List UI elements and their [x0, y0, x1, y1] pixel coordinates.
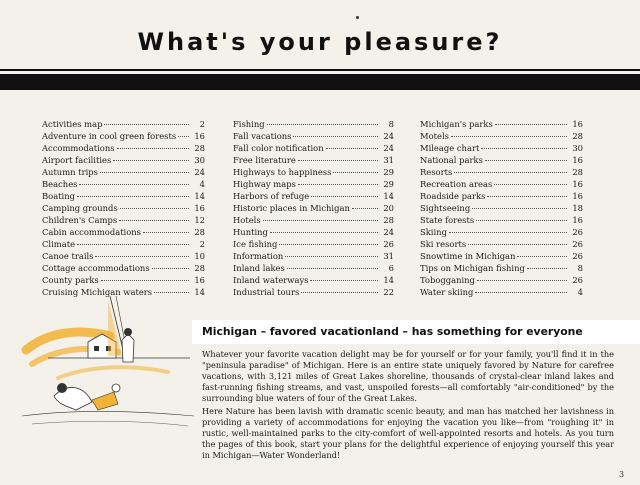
- index-entry: [233, 262, 394, 274]
- index-leader-dots: [298, 183, 378, 185]
- index-entry-label: Airport facilities: [42, 155, 112, 165]
- index-entry: [420, 262, 583, 274]
- index-entry-label: National parks: [420, 155, 483, 165]
- index-entry-page: 24: [383, 143, 394, 153]
- index-entry-label: Free literature: [233, 155, 296, 165]
- index-entry-label: Camping grounds: [42, 203, 118, 213]
- index-entry: [42, 118, 205, 130]
- index-entry-page: 2: [199, 119, 205, 129]
- article-heading: Michigan – favored vacationland – has something for everyone: [202, 325, 583, 338]
- index-entry-page: 16: [572, 191, 583, 201]
- index-leader-dots: [152, 267, 189, 269]
- index-entry-label: Industrial tours: [233, 287, 300, 297]
- index-entry-label: Inland lakes: [233, 263, 285, 273]
- index-leader-dots: [287, 267, 378, 269]
- index-entry: [42, 250, 205, 262]
- index-entry-label: Boating: [42, 191, 75, 201]
- index-entry-label: County parks: [42, 275, 99, 285]
- index-leader-dots: [298, 159, 378, 161]
- index-leader-dots: [270, 231, 378, 233]
- index-entry-label: Historic places in Michigan: [233, 203, 350, 213]
- index-entry: [420, 166, 583, 178]
- index-entry-page: 29: [383, 179, 394, 189]
- index-entry: [42, 178, 205, 190]
- index-leader-dots: [477, 279, 567, 281]
- index-entry: [42, 226, 205, 238]
- index-entry: [233, 142, 394, 154]
- index-entry-label: Snowtime in Michigan: [420, 251, 516, 261]
- index-entry-page: 14: [383, 191, 394, 201]
- index-entry-page: 31: [383, 155, 394, 165]
- index-entry-label: Ice fishing: [233, 239, 278, 249]
- family-at-the-lake-illustration: [18, 292, 196, 438]
- index-entry: [233, 166, 394, 178]
- index-entry: [420, 250, 583, 262]
- index-entry: [420, 142, 583, 154]
- article-paragraph-2: Here Nature has been lavish with dramatic scenic beauty, and man has matched her lavishness in providing a variety of accommodations for enjoying the vacation you like—from "roughing it" in rustic, well-maintained parks to the city-comfort of well-appointed resorts and hotels. As you turn the pages of this book, start your plans for the delightful experience of enjoying yourself this year in Michigan—Water Wonderland!: [202, 406, 614, 460]
- index-entry: [42, 238, 205, 250]
- index-entry: [233, 250, 394, 262]
- index-entry: [420, 202, 583, 214]
- index-entry: [233, 178, 394, 190]
- index-entry: [233, 202, 394, 214]
- index-leader-dots: [481, 147, 567, 149]
- index-entry-page: 26: [572, 239, 583, 249]
- index-entry-page: 29: [383, 167, 394, 177]
- index-column-3: [420, 118, 583, 298]
- index-entry: [420, 190, 583, 202]
- index-entry-page: 8: [577, 263, 583, 273]
- index-entry-label: Fall vacations: [233, 131, 292, 141]
- index-leader-dots: [475, 291, 567, 293]
- index-leader-dots: [95, 255, 189, 257]
- index-entry-page: 28: [383, 215, 394, 225]
- index-entry-page: 16: [194, 275, 205, 285]
- index-entry: [233, 130, 394, 142]
- index-entry-label: Roadside parks: [420, 191, 486, 201]
- index-entry: [420, 286, 583, 298]
- ink-mark: [356, 16, 359, 19]
- index-entry-page: 24: [383, 227, 394, 237]
- index-entry-page: 2: [199, 239, 205, 249]
- index-entry: [420, 118, 583, 130]
- index-leader-dots: [119, 219, 189, 221]
- index-entry-label: Cottage accommodations: [42, 263, 150, 273]
- index-entry-label: Tips on Michigan fishing: [420, 263, 525, 273]
- index-entry-page: 4: [577, 287, 583, 297]
- index-leader-dots: [279, 243, 378, 245]
- index-entry-page: 16: [572, 215, 583, 225]
- index-entry-page: 6: [388, 263, 394, 273]
- article-paragraph-1: Whatever your favorite vacation delight may be for yourself or for your family, you'll find it in the "peninsula paradise" of Michigan. Here is an entire state uniquely favored by Nature for carefree vacations, with 3,121 miles of Great Lakes shoreline, thousands of crystal-clear inland lakes and fast-running fishing streams, and vast, unspoiled forests—all comfortably "air-conditioned" by the surrounding blue waters of four of the Great Lakes.: [202, 349, 614, 403]
- index-entry-label: Information: [233, 251, 284, 261]
- index-entry-label: Hunting: [233, 227, 268, 237]
- index-entry-page: 28: [572, 167, 583, 177]
- index-entry-label: Cruising Michigan waters: [42, 287, 153, 297]
- index-entry-label: Fishing: [233, 119, 265, 129]
- index-entry-label: Climate: [42, 239, 76, 249]
- index-entry-label: Fall color notification: [233, 143, 324, 153]
- page-title: What's your pleasure?: [137, 28, 503, 56]
- index-entry-page: 31: [383, 251, 394, 261]
- index-entry-label: Inland waterways: [233, 275, 309, 285]
- index-leader-dots: [263, 219, 378, 221]
- index-entry-label: Autumn trips: [42, 167, 98, 177]
- index-entry: [233, 286, 394, 298]
- index-entry-page: 14: [194, 287, 205, 297]
- index-leader-dots: [495, 123, 567, 125]
- index-entry-page: 28: [194, 143, 205, 153]
- index-entry-label: Adventure in cool green forests: [42, 131, 177, 141]
- index-leader-dots: [267, 123, 378, 125]
- index-entry: [233, 226, 394, 238]
- index-leader-dots: [285, 255, 378, 257]
- index-entry: [233, 274, 394, 286]
- index-entry: [42, 262, 205, 274]
- index-entry: [42, 130, 205, 142]
- index-column-2: [233, 118, 394, 298]
- index-leader-dots: [487, 195, 567, 197]
- index-entry-page: 26: [572, 275, 583, 285]
- index-leader-dots: [527, 267, 567, 269]
- index-entry-label: Sightseeing: [420, 203, 471, 213]
- index-entry: [420, 238, 583, 250]
- index-entry: [420, 178, 583, 190]
- index-entry: [42, 154, 205, 166]
- index-entry-label: Canoe trails: [42, 251, 94, 261]
- index-entry-label: Water skiing: [420, 287, 474, 297]
- index-entry: [420, 154, 583, 166]
- index-leader-dots: [301, 291, 378, 293]
- index-entry-page: 26: [572, 227, 583, 237]
- index-entry-page: 16: [194, 131, 205, 141]
- index-leader-dots: [178, 135, 189, 137]
- index-entry-page: 16: [194, 203, 205, 213]
- index-leader-dots: [454, 171, 567, 173]
- index-entry-label: Children's Camps: [42, 215, 118, 225]
- index-entry-page: 22: [383, 287, 394, 297]
- index-leader-dots: [100, 171, 189, 173]
- index-entry-page: 24: [194, 167, 205, 177]
- index-entry-page: 14: [194, 191, 205, 201]
- index-leader-dots: [79, 183, 189, 185]
- page-number: 3: [619, 470, 625, 479]
- index-entry-page: 26: [572, 251, 583, 261]
- index-entry-page: 30: [572, 143, 583, 153]
- index-entry: [420, 226, 583, 238]
- index-leader-dots: [77, 243, 189, 245]
- index-entry-label: Hotels: [233, 215, 261, 225]
- index-entry: [420, 274, 583, 286]
- index-entry-page: 26: [383, 239, 394, 249]
- index-entry-label: Recreation areas: [420, 179, 493, 189]
- index-entry-page: 20: [383, 203, 394, 213]
- index-leader-dots: [333, 171, 378, 173]
- index-leader-dots: [101, 279, 189, 281]
- index-entry: [42, 214, 205, 226]
- header-rule-thin: [0, 69, 640, 71]
- index-entry: [233, 190, 394, 202]
- index-leader-dots: [472, 207, 567, 209]
- index-entry: [233, 118, 394, 130]
- index-entry-label: Mileage chart: [420, 143, 480, 153]
- index-entry: [233, 214, 394, 226]
- index-entry-page: 16: [572, 155, 583, 165]
- index-entry-page: 8: [388, 119, 394, 129]
- index-leader-dots: [310, 279, 378, 281]
- index-entry-label: State forests: [420, 215, 475, 225]
- index-entry-label: Skiing: [420, 227, 447, 237]
- index-entry-label: Accommodations: [42, 143, 115, 153]
- index-entry: [233, 238, 394, 250]
- index-leader-dots: [517, 255, 567, 257]
- index-entry: [42, 166, 205, 178]
- index-entry: [42, 202, 205, 214]
- index-leader-dots: [104, 123, 189, 125]
- index-leader-dots: [494, 183, 567, 185]
- index-entry-label: Motels: [420, 131, 449, 141]
- index-entry-page: 10: [194, 251, 205, 261]
- index-entry-page: 24: [383, 131, 394, 141]
- index-leader-dots: [143, 231, 189, 233]
- index-entry-page: 16: [572, 119, 583, 129]
- index-entry-page: 12: [194, 215, 205, 225]
- index-leader-dots: [449, 231, 567, 233]
- index-entry-page: 14: [383, 275, 394, 285]
- index-leader-dots: [77, 195, 189, 197]
- index-entry-label: Highways to happiness: [233, 167, 332, 177]
- index-leader-dots: [120, 207, 189, 209]
- index-leader-dots: [326, 147, 378, 149]
- index-entry: [42, 274, 205, 286]
- topic-index: [42, 118, 583, 298]
- index-leader-dots: [485, 159, 567, 161]
- index-entry-page: 28: [194, 227, 205, 237]
- index-leader-dots: [117, 147, 189, 149]
- header-rule-thick: [0, 74, 640, 90]
- index-leader-dots: [293, 135, 378, 137]
- index-entry-label: Beaches: [42, 179, 78, 189]
- index-entry-label: Ski resorts: [420, 239, 467, 249]
- index-entry: [233, 154, 394, 166]
- index-column-1: [42, 118, 205, 298]
- index-entry-label: Highway maps: [233, 179, 296, 189]
- index-leader-dots: [451, 135, 567, 137]
- index-entry-page: 4: [199, 179, 205, 189]
- index-leader-dots: [311, 195, 378, 197]
- index-entry-page: 28: [572, 131, 583, 141]
- index-entry-label: Activities map: [42, 119, 103, 129]
- index-entry-label: Cabin accommodations: [42, 227, 141, 237]
- index-entry-label: Michigan's parks: [420, 119, 493, 129]
- index-leader-dots: [352, 207, 378, 209]
- index-entry-page: 30: [194, 155, 205, 165]
- index-entry-label: Resorts: [420, 167, 453, 177]
- index-leader-dots: [468, 243, 567, 245]
- index-entry-page: 18: [572, 203, 583, 213]
- index-entry-label: Harbors of refuge: [233, 191, 310, 201]
- index-entry: [420, 214, 583, 226]
- index-entry: [42, 190, 205, 202]
- index-leader-dots: [476, 219, 567, 221]
- index-entry: [42, 142, 205, 154]
- index-entry-page: 16: [572, 179, 583, 189]
- index-entry-label: Tobogganing: [420, 275, 475, 285]
- index-leader-dots: [113, 159, 189, 161]
- index-entry-page: 28: [194, 263, 205, 273]
- index-entry: [420, 130, 583, 142]
